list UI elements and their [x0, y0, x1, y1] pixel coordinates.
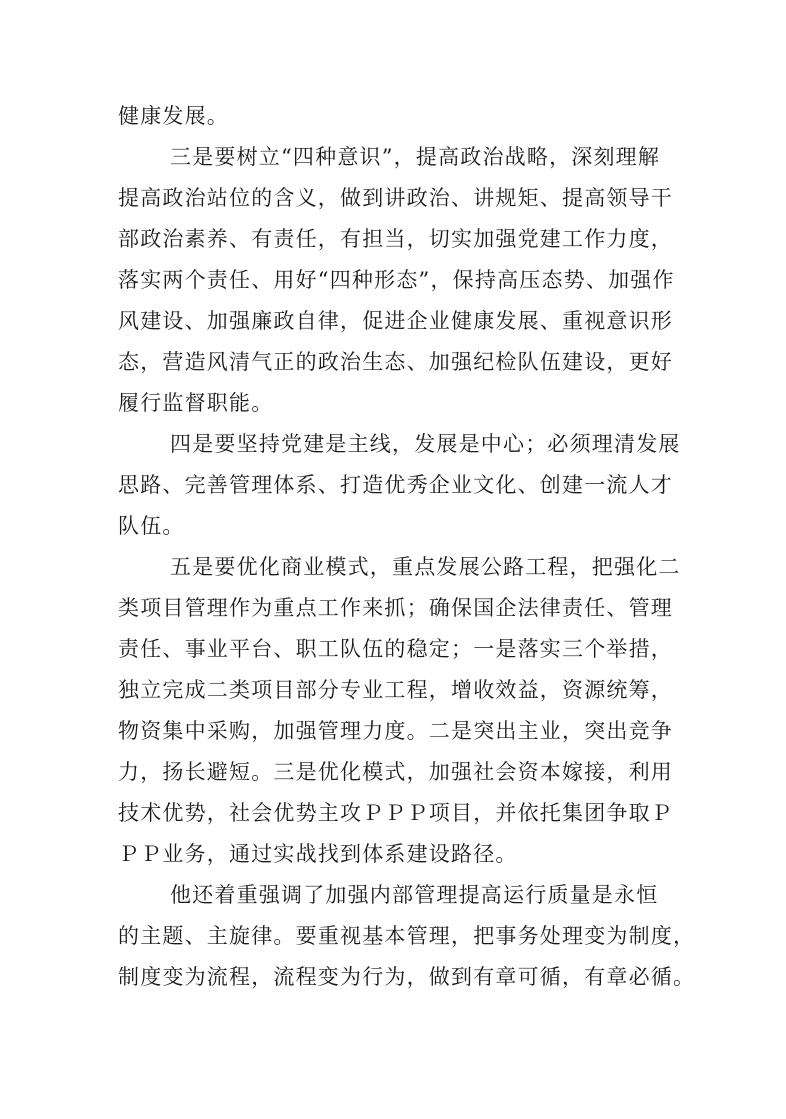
text-line: 队伍。 [118, 514, 185, 538]
paragraph-start-line: 四是要坚持党建是主线，发展是中心；必须理清发展 [170, 432, 681, 456]
text-line: 类项目管理作为重点工作来抓；确保国企法律责任、管理 [118, 596, 673, 620]
paragraph-start-line: 三是要树立“四种意识”，提高政治战略，深刻理解 [170, 145, 661, 169]
text-line: 履行监督职能。 [118, 391, 274, 415]
text-line: 制度变为流程，流程变为行为，做到有章可循，有章必循。 [118, 965, 696, 989]
text-line: 责任、事业平台、职工队伍的稳定；一是落实三个举措， [118, 637, 673, 661]
text-line: 物资集中采购，加强管理力度。二是突出主业，突出竞争 [118, 719, 673, 743]
paragraph-start-line: 他还着重强调了加强内部管理提高运行质量是永恒 [170, 883, 659, 907]
text-line: 风建设、加强廉政自律，促进企业健康发展、重视意识形 [118, 309, 673, 333]
text-line: 部政治素养、有责任，有担当，切实加强党建工作力度， [118, 227, 673, 251]
text-line: 健康发展。 [118, 104, 229, 128]
text-line: 技术优势，社会优势主攻ＰＰＰ项目，并依托集团争取Ｐ [118, 801, 673, 825]
text-line: 态，营造风清气正的政治生态、加强纪检队伍建设，更好 [118, 350, 673, 374]
text-line: 独立完成二类项目部分专业工程，增收效益，资源统筹， [118, 678, 673, 702]
text-line: 思路、完善管理体系、打造优秀企业文化、创建一流人才 [118, 473, 673, 497]
body-text [118, 96, 696, 998]
paragraph-start-line: 五是要优化商业模式，重点发展公路工程，把强化二 [170, 555, 681, 579]
text-line: 的主题、主旋律。要重视基本管理，把事务处理变为制度， [118, 924, 696, 948]
text-line: 落实两个责任、用好“四种形态”，保持高压态势、加强作 [118, 268, 675, 292]
text-line: 提高政治站位的含义，做到讲政治、讲规矩、提高领导干 [118, 186, 673, 210]
text-line: ＰＰ业务，通过实战找到体系建设路径。 [118, 842, 518, 866]
text-line: 力，扬长避短。三是优化模式，加强社会资本嫁接，利用 [118, 760, 673, 784]
